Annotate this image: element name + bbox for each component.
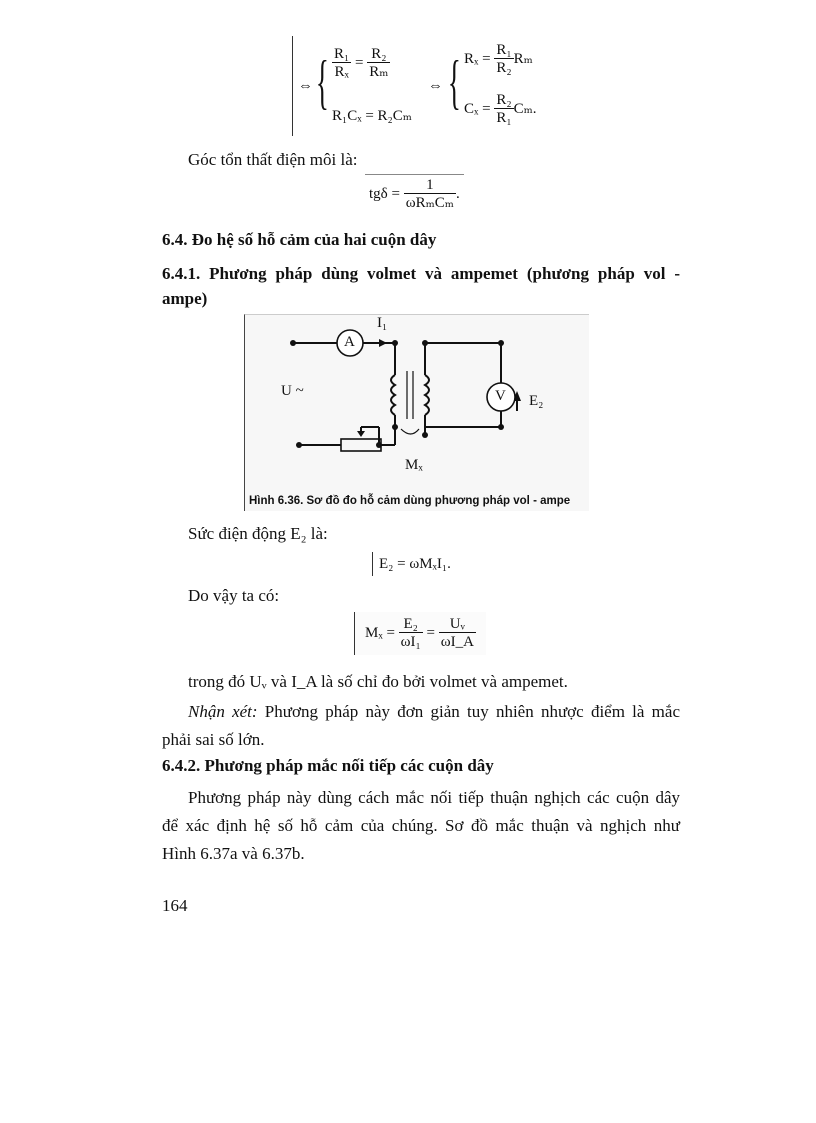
system-rhs-row1 <box>464 42 533 77</box>
current-label: I₁ <box>377 315 388 331</box>
tg-tail: . <box>455 185 460 202</box>
voltmeter-label: V <box>495 388 506 404</box>
frac-den: Rₘ <box>369 64 389 80</box>
loss-angle-text: Góc tổn thất điện môi là: <box>188 150 358 169</box>
frac-num: E₂ <box>399 616 423 633</box>
para-line-2: để xác định hệ số hỗ cảm của chúng. Sơ đồ mắc thuận và nghịch như <box>162 816 680 835</box>
left-brace: { <box>315 49 329 115</box>
remark-paragraph <box>162 698 680 754</box>
left-brace: { <box>447 49 461 115</box>
equation-system-rhs <box>428 42 558 134</box>
equivalence-arrow: ⇔ <box>428 78 443 94</box>
frac-num: R₁ <box>334 46 350 62</box>
heading-6-4-1-line1: 6.4.1. Phương pháp dùng volmet và ampemet (phương pháp vol - <box>162 264 680 283</box>
source-label: U ~ <box>281 383 304 399</box>
cx-tail: Cₘ. <box>513 100 537 117</box>
frac-num: R₂ <box>496 92 512 108</box>
frac-den: ωRₘCₘ <box>405 195 454 211</box>
heading-6-4: 6.4. Đo hệ số hỗ cảm của hai cuộn dây <box>162 230 437 249</box>
frac-den: ωI₁ <box>400 634 421 650</box>
frac-num: R₂ <box>367 46 390 63</box>
remark-body-2: phải sai số lớn. <box>162 730 265 749</box>
frac-den: ωI_A <box>440 634 474 650</box>
therefore-text: Do vậy ta có: <box>188 586 280 605</box>
para-line-1: Phương pháp này dùng cách mắc nối tiếp thuận nghịch các cuộn dây <box>188 788 680 807</box>
mutual-label: Mₓ <box>405 457 423 473</box>
emf-label: E₂ <box>529 393 544 409</box>
frac-num: Uᵥ <box>439 616 476 633</box>
mx-lhs: Mₓ = <box>365 624 395 641</box>
e2-equation: E₂ = ωMₓI₁. <box>372 552 457 576</box>
system-lhs-row1 <box>332 46 390 81</box>
figure-caption: Hình 6.36. Sơ đồ đo hỗ cảm dùng phương pháp vol - ampe <box>249 495 571 507</box>
heading-6-4-2: 6.4.2. Phương pháp mắc nối tiếp các cuộn dây <box>162 756 494 775</box>
figure-6-36 <box>244 314 589 511</box>
rx-tail: Rₘ <box>513 50 533 67</box>
cx-lhs: Cₓ = <box>464 100 491 117</box>
equals: = <box>354 54 364 71</box>
system-rhs-row2 <box>464 92 537 127</box>
paragraph-6-4-2 <box>162 784 680 868</box>
frac-num: 1 <box>404 177 456 194</box>
rx-lhs: Rₓ = <box>464 50 491 67</box>
remark-label: Nhận xét: <box>188 702 258 721</box>
emf-text: Sức điện động E₂ là: <box>188 524 328 543</box>
frac-den: R₂ <box>496 60 512 76</box>
page-number: 164 <box>162 896 188 915</box>
where-text: trong đó Uᵥ và I_A là số chỉ đo bởi volmet và ampemet. <box>188 672 568 691</box>
tg-lhs: tgδ = <box>369 185 400 202</box>
remark-body: Phương pháp này đơn giản tuy nhiên nhược điểm là mắc <box>257 702 680 721</box>
frac-den: Rₓ <box>334 64 349 80</box>
equals: = <box>426 624 435 641</box>
ammeter-label: A <box>344 334 355 350</box>
mx-equation <box>354 612 486 655</box>
heading-6-4-1-line2: ampe) <box>162 289 208 308</box>
equation-system-lhs <box>298 42 428 134</box>
para-line-3: Hình 6.37a và 6.37b. <box>162 844 305 863</box>
frac-den: R₁ <box>496 110 512 126</box>
equivalence-arrow: ⇔ <box>298 78 313 94</box>
tg-delta-equation <box>365 174 464 214</box>
system-lhs-row2: R₁Cₓ = R₂Cₘ <box>332 108 412 124</box>
frac-num: R₁ <box>496 42 512 58</box>
